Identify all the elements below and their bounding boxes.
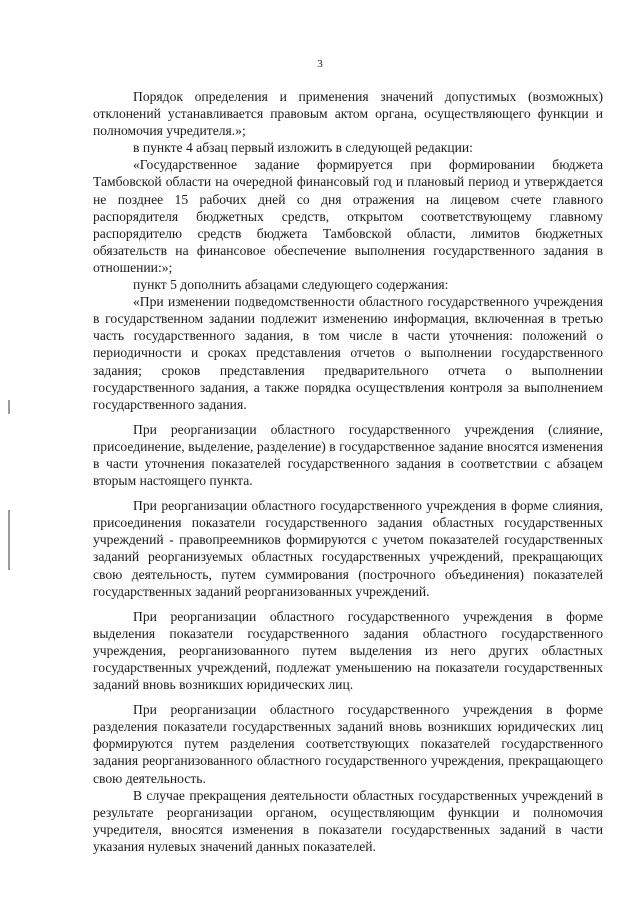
paragraph-3: «Государственное задание формируется при формировании бюджета Тамбовской области на очередной финансовый год и плановый период и утверждается не позднее 15 рабочих дней со дня отражения на лицевом счете главного распорядителя бюджетных средств, открытом соответствующему главному распорядителю средств бюджета Тамбовской области, лимитов бюджетных обязательств на финансовое обеспечение выполнения государственного задания в отношении:»; xyxy=(93,157,603,275)
paragraph-10: В случае прекращения деятельности областных государственных учреждений в результате реорганизации органом, осуществляющим функции и полномочия учредителя, вносятся изменения в показатели государственных заданий в части указания нулевых значений данных показателей. xyxy=(93,787,603,854)
paragraph-9: При реорганизации областного государственного учреждения в форме разделения показатели государственных заданий вновь возникших юридических лиц формируются путем разделения соответствующих показателей государственного задания реорганизованного областного государственного учреждения, прекращающего свою деятельность. xyxy=(93,702,603,786)
paragraph-1: Порядок определения и применения значений допустимых (возможных) отклонений устанавливается правовым актом органа, осуществляющего функции и полномочия учредителя.»; xyxy=(93,89,603,139)
paragraph-8: При реорганизации областного государственного учреждения в форме выделения показатели государственного задания областного государственного учреждения, реорганизованного путем выделения из него других областных государственных учреждений, подлежат уменьшению на показатели государственных заданий вновь возникших юридических лиц. xyxy=(93,608,603,693)
paragraph-4: пункт 5 дополнить абзацами следующего содержания: xyxy=(133,277,449,293)
scan-edge-mark xyxy=(8,510,10,570)
paragraph-5: «При изменении подведомственности областного государственного учреждения в государственном задании подлежит изменению информация, включенная в третью часть государственного задания, в том числе в части уточнения: положений о периодичности и сроках представления отчетов о выполнении государственного задания; сроков представления предварительного отчета о выполнении государственного задания, а также порядка осуществления контроля за выполнением государственного задания. xyxy=(93,294,603,412)
document-body xyxy=(93,88,603,855)
paragraph-6: При реорганизации областного государственного учреждения (слияние, присоединение, выделение, разделение) в государственное задание вносятся изменения в части уточнения показателей государственного задания в соответствии с абзацем вторым настоящего пункта. xyxy=(93,421,603,489)
scan-edge-mark xyxy=(8,400,10,414)
paragraph-7: При реорганизации областного государственного учреждения в форме слияния, присоединения показатели государственного задания областных государственных учреждений - правопреемников формируются с учетом показателей государственных заданий реорганизуемых областных государственных учреждений, прекращающих свою деятельность, путем суммирования (построчного объединения) показателей государственных заданий реорганизованных учреждений. xyxy=(93,498,603,599)
paragraph-2: в пункте 4 абзац первый изложить в следующей редакции: xyxy=(133,140,473,156)
page-number: 3 xyxy=(317,58,323,70)
